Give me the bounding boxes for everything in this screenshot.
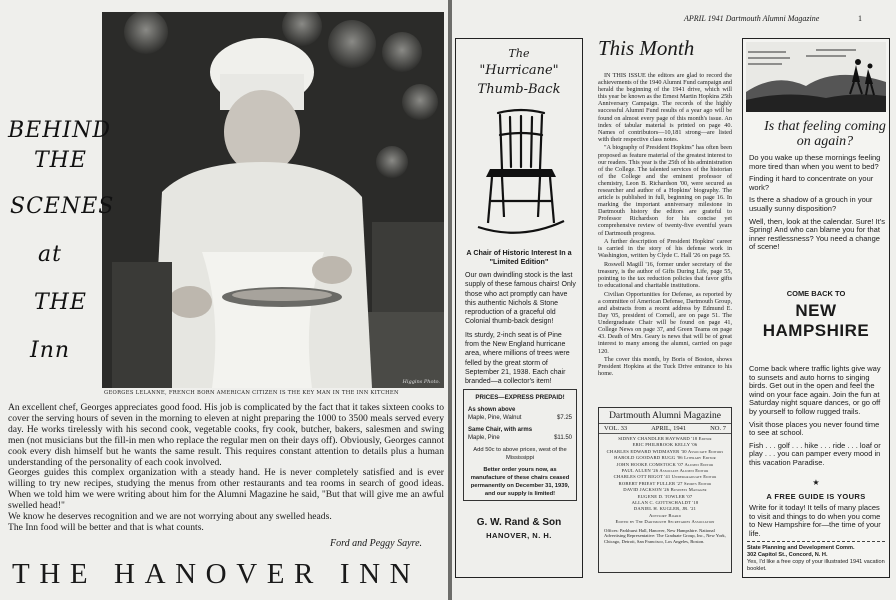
this-month-paragraph: "A biography of President Hopkins" has often been proposed as feature material of the greatest interest to our readers. This year is the 25th of his administration of the College. The talented services of the historian of the College and the eminent professor of chemistry, Leon B. Richardson '00, were secured as researcher and author of a Hopkins' biography. The article is published in full, beginning on page 16. In marking the important anniversary milestone in Dartmouth history the editors are grateful to Professor Richardson for his concise yet comprehensive review of twenty-five eventful years of Dartmouth progress. — [598, 144, 732, 237]
state-name-line1: NEW — [795, 301, 837, 320]
side-title-word: THE — [34, 290, 87, 315]
this-month-paragraph: IN THIS ISSUE the editors are glad to record the achievements of the 1940 Alumni Fund campaign and herald the beginning of the 1941 drive, which will this year be known as the Ernest Martin Hopkins 25th Anniversary Campaign. The records of the highly successful Alumni Fund results of a year ago will be found on almost every page of this month's issue. An index of tabular material is printed on page 40. Names of contributors—10,181 strong—are listed with their respective class notes. — [598, 72, 732, 143]
rocking-chair-illustration — [476, 105, 566, 245]
right-page — [452, 0, 896, 600]
chair-ad-line3: Thumb-Back — [477, 82, 561, 97]
this-month-title: This Month — [598, 36, 695, 60]
chair-ad-paragraph: Our own dwindling stock is the last supply of these famous chairs! Only those who act promptly can have this authentic Nichols & Stone reproduction of a graceful old Colonial thumb-back design! — [465, 272, 576, 326]
price-note: Add 50c to above prices, west of the Mississippi — [473, 447, 567, 461]
state-name-line2: HAMPSHIRE — [762, 321, 870, 340]
nh-ad-question: Is there a shadow of a grouch in your usually sunny disposition? — [749, 195, 873, 213]
price-item-label: As shown above — [468, 407, 516, 413]
this-month-paragraph: The cover this month, by Boris of Boston, shows President Hopkins at the Tuck Drive entrance to his home. — [598, 356, 732, 378]
nh-ad-headline: Is that feeling coming on again? — [764, 119, 886, 149]
hanover-inn-footer: THE HANOVER INN — [12, 558, 421, 590]
chair-ad-line1: The — [508, 47, 530, 60]
side-title-word: Inn — [30, 338, 71, 363]
this-month-body — [598, 72, 732, 379]
photo-caption: GEORGES LELANNE, FRENCH BORN AMERICAN CITIZEN IS THE KEY MAN IN THE INN KITCHEN — [104, 390, 399, 396]
nh-ad-question: Do you wake up these mornings feeling more tired than when you went to bed? — [749, 153, 881, 171]
chair-ad-body — [465, 271, 577, 391]
seller-name: G. W. Rand & Son — [476, 517, 562, 528]
staff-line: CHARLES EDWARD WIDMAYER '30 Associate Editors — [606, 448, 724, 454]
nh-ad-pitch-paragraph: Fish . . . golf . . . hike . . . ride . . . loaf or play . . . you can pamper every mood in this vacation Paradise. — [749, 440, 881, 467]
staff-line: ROBERT PRIEST FULLER '27 Sports Editor — [618, 480, 712, 486]
mail-coupon — [747, 541, 885, 579]
article-paragraph: Georges guides this complex organization with a steady hand. He is never completely satisfied and is ever willing to try new recipes, studying the menus from other restaurants and tea rooms in search of good ideas. When we told him we were writing about him for the Alumni Magazine he said, "But that will give me an awful swelled head!" — [8, 467, 444, 512]
price-item-price: $7.25 — [556, 415, 572, 421]
page-number: 1 — [858, 14, 862, 23]
side-title-word: BEHIND — [8, 118, 111, 143]
free-guide-heading: A FREE GUIDE IS YOURS — [766, 492, 866, 501]
staff-line: DAVID JACKSON '26 Business Manager — [623, 487, 707, 493]
staff-line: ALLAN C. GOTTSCHALDT '18 — [631, 500, 699, 506]
side-title-word: THE — [34, 148, 87, 173]
side-title-word: at — [38, 242, 62, 267]
staff-line: Edited by The Dartmouth Secretaries Association — [615, 519, 715, 525]
nh-ad-pitch — [749, 365, 885, 472]
article-paragraph: The Inn food will be better and that is what counts. — [8, 521, 204, 533]
nh-ad-question: Well, then, look at the calendar. Sure! It's Spring! And who can blame you for that inner restlessness? You need a change of scene! — [749, 216, 885, 252]
masthead-staff — [599, 436, 731, 526]
chef-photo — [102, 12, 444, 388]
coupon-title: State Planning and Development Comm. — [747, 545, 855, 551]
chair-advertisement — [455, 38, 583, 578]
order-note: Better order yours now, as manufacture of these chairs ceased permanently on December 31, 1939, and our supply is limited! — [470, 467, 570, 497]
staff-line: CHARLES OTT BIGOT '41 Undergraduate Editor — [613, 474, 717, 480]
coupon-text: Yes, I'd like a free copy of your illustrated 1941 vacation booklet. — [747, 559, 885, 572]
staff-line: JOHN HOOKE COMSTOCK '07 Alumni Editor — [616, 461, 714, 467]
magazine-masthead — [598, 407, 732, 573]
running-head-text: APRIL 1941 Dartmouth Alumni Magazine — [684, 14, 820, 23]
free-guide-text: Write for it today! It tells of many places to visit and things to do when you come to New Hampshire for—the time of your life. — [749, 503, 881, 538]
masthead-number: NO. 7 — [710, 425, 726, 432]
masthead-footer: Offices: Parkhurst Hall, Hanover, New Hampshire. National Advertising Representative: The Graduate Group, Inc., New York, Chicago, Detroit, San Francisco, Los Angeles, Boston. — [604, 527, 726, 545]
masthead-title: Dartmouth Alumni Magazine — [609, 411, 721, 421]
staff-line: Advisory Board — [649, 512, 681, 518]
this-month-paragraph: Roswell Magill '16, former under secretary of the treasury, is the author of Gifts During Life, page 55, pointing to the tax reduction policies that favor gifts to educational and charitable institutions. — [598, 260, 732, 290]
masthead-volume-line — [599, 423, 731, 434]
article-signature: Ford and Peggy Sayre. — [330, 538, 423, 549]
staff-line: PAUL ALLEN '26 Associate Alumni Editor — [621, 468, 709, 474]
side-title-word: SCENES — [10, 194, 115, 219]
masthead-date: APRIL, 1941 — [651, 425, 687, 432]
price-item-price: $11.50 — [554, 435, 572, 441]
nh-ad-question: Finding it hard to concentrate on your work? — [749, 174, 874, 192]
price-row — [468, 414, 572, 422]
new-hampshire-advertisement — [742, 38, 890, 578]
nh-ad-pitch-paragraph: Come back where traffic lights give way to sunsets and auto horns to singing birds. Get out in the open and feel the wind on your face again. Join the fun at Saturday night square dances, or go off by yourself to follow rugged trails. — [749, 364, 881, 416]
masthead-volume: VOL. 33 — [604, 425, 628, 432]
staff-line: ERIC PHILBROOK KELLY '06 — [632, 442, 698, 448]
coupon-address: 302 Capitol St., Concord, N. H. — [747, 552, 828, 558]
this-month-paragraph: Civilian Opportunities for Defense, as reported by a committee of American Defense, Dartmouth Group, and abstracts from a recent address by Edmund E. Day '05, president of Cornell, are on page 51. The Undergraduate Chair will be found on page 41, College News on page 37, and Green Teams on page 43. Death of Mrs. Geary is news that will be of great interest to many among the alumni, carried on page 120. — [598, 290, 732, 355]
this-month-paragraph: A further description of President Hopkins' career is carried in the story of his defense work in Washington, written by Clyde C. Hall '26 on page 55. — [598, 238, 732, 260]
nh-ad-questions — [749, 154, 885, 256]
chair-ad-paragraph: Its sturdy, 2-inch seat is of Pine from the New England hurricane area, where millions of trees were felled by the great storm of September 21, 1938. Each chair branded—a collector's item! — [465, 331, 570, 386]
photo-credit: Higgins Photo. — [402, 379, 440, 385]
staff-line: DANIEL H. KUGLER, JR. '21 — [633, 506, 697, 512]
price-item-label: Same Chair, with arms — [468, 427, 533, 433]
staff-line: HAROLD GOODARD RUGG '06 Literary Editor — [614, 455, 716, 461]
chair-ad-headline: A Chair of Historic Interest In a "Limited Edition" — [466, 248, 572, 266]
staff-line: EUGENE D. TOWLER '07 — [637, 493, 693, 499]
hikers-illustration — [746, 42, 886, 112]
nh-ad-pitch-paragraph: Visit those places you never found time to see at school. — [749, 419, 880, 438]
star-icon: ★ — [812, 478, 820, 487]
price-item-desc: Maple, Pine, Walnut — [468, 415, 522, 421]
price-row — [468, 434, 572, 442]
seller-town: HANOVER, N. H. — [486, 531, 552, 540]
price-box — [463, 389, 577, 501]
staff-line: SIDNEY CHANDLER HAYWARD '18 Editor — [618, 436, 712, 441]
price-item-desc: Maple, Pine — [468, 435, 500, 441]
come-back-label: COME BACK TO — [786, 289, 846, 298]
chair-ad-line2: "Hurricane" — [479, 63, 559, 78]
article-paragraph: An excellent chef, Georges appreciates good food. His job is complicated by the fact that it takes sixteen cooks to cover the serving hours of seven in the morning to eleven at night preparing the 1000 to 3500 meals served every day. He works tirelessly with his second cook, vegetable cooks, fry cook, butcher, bakers, salesmen and swing men (not musicians but the fill-in men who replace the regular men on their days off). Obviously, Georges cannot cook every dish himself but he wants the same result. This requires constant attention to details plus a human understanding of the personality of each cook involved. — [8, 402, 444, 468]
chef-photo-illustration — [102, 12, 444, 388]
running-head — [684, 14, 862, 23]
article-paragraph: We know he deserves recognition and we are not worrying about any swelled heads. — [8, 511, 332, 523]
inn-article — [8, 403, 444, 534]
price-header: PRICES—EXPRESS PREPAID! — [475, 394, 565, 401]
